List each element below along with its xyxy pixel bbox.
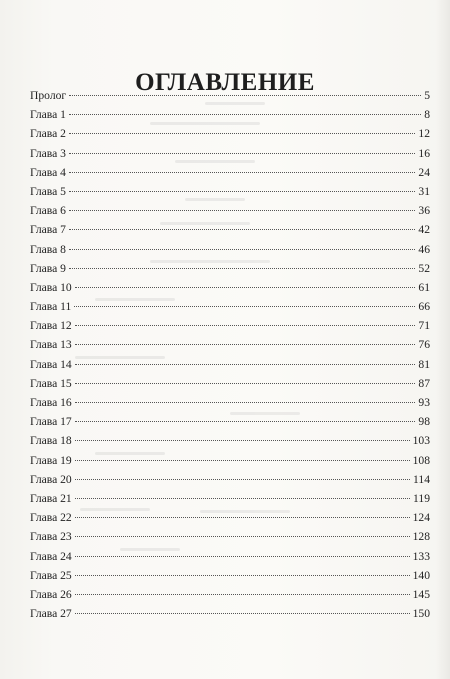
toc-entry (30, 431, 430, 450)
dot-leader (75, 479, 410, 480)
toc-entry (30, 566, 430, 585)
toc-entry-page-number: 36 (418, 204, 430, 218)
toc-entry (30, 240, 430, 259)
toc-entry (30, 527, 430, 546)
toc-entry-label: Пролог (30, 89, 67, 102)
toc-entry (30, 508, 430, 527)
toc-entry (30, 489, 430, 508)
dot-leader (75, 287, 416, 288)
toc-entry (30, 220, 430, 239)
toc-entry (30, 182, 430, 201)
toc-entry-page-number: 16 (418, 146, 430, 160)
toc-entry (30, 201, 430, 220)
toc-entry-label: Глава 8 (30, 242, 66, 256)
toc-entry-label: Глава 20 (30, 472, 72, 486)
toc-entry (30, 335, 430, 354)
dot-leader (69, 133, 415, 134)
dot-leader (75, 575, 410, 576)
toc-entry-label: Глава 4 (30, 165, 66, 179)
toc-entry-page-number: 108 (412, 453, 430, 467)
toc-entry (30, 451, 430, 470)
toc-entry-page-number: 42 (418, 223, 430, 237)
toc-entry-page-number: 98 (418, 415, 430, 429)
toc-entry-page-number: 119 (413, 491, 430, 505)
toc-entry-page-number: 150 (412, 607, 430, 621)
dot-leader (75, 402, 416, 403)
toc-entry-label: Глава 14 (30, 357, 72, 371)
toc-entry-page-number: 46 (418, 242, 430, 256)
dot-leader (75, 383, 416, 384)
dot-leader (75, 517, 410, 518)
toc-entry (30, 393, 430, 412)
toc-entry-label: Глава 11 (30, 300, 72, 314)
toc-entry-label: Глава 2 (30, 127, 66, 141)
page-title: ОГЛАВЛЕНИЕ (135, 68, 315, 96)
page-edge-shadow (436, 0, 450, 679)
toc-entry-label: Глава 3 (30, 146, 66, 160)
toc-entry-label: Глава 19 (30, 453, 72, 467)
toc-entry-page-number: 12 (418, 127, 430, 141)
toc-entry (30, 259, 430, 278)
dot-leader (75, 556, 410, 557)
toc-entry-page-number: 61 (418, 280, 430, 294)
dot-leader (75, 440, 410, 441)
dot-leader (75, 536, 410, 537)
toc-entry-page-number: 71 (418, 319, 430, 333)
toc-entry-label: Глава 7 (30, 223, 66, 237)
toc-entry-page-number: 145 (412, 587, 430, 601)
dot-leader (69, 172, 415, 173)
dot-leader (69, 95, 421, 96)
toc-entry-page-number: 140 (412, 568, 430, 582)
toc-entry-label: Глава 22 (30, 511, 72, 525)
toc-entry-label: Глава 6 (30, 204, 66, 218)
dot-leader (69, 249, 415, 250)
toc-entry-label: Глава 9 (30, 261, 66, 275)
toc-entry-page-number: 87 (418, 376, 430, 390)
dot-leader (69, 229, 415, 230)
table-of-contents (30, 86, 430, 623)
toc-entry-label: Глава 17 (30, 415, 72, 429)
toc-entry-page-number: 128 (412, 530, 430, 544)
toc-entry-label: Глава 25 (30, 568, 72, 582)
dot-leader (69, 114, 421, 115)
toc-entry-page-number: 93 (418, 396, 430, 409)
dot-leader (69, 191, 415, 192)
toc-entry-label: Глава 15 (30, 376, 72, 390)
toc-entry-label: Глава 24 (30, 549, 72, 563)
dot-leader (69, 153, 415, 154)
toc-entry (30, 470, 430, 489)
toc-entry (30, 547, 430, 566)
toc-entry-page-number: 66 (418, 300, 430, 314)
dot-leader (75, 325, 416, 326)
dot-leader (69, 268, 415, 269)
toc-entry-label: Глава 18 (30, 434, 72, 448)
toc-entry (30, 316, 430, 335)
toc-entry-label: Глава 10 (30, 280, 72, 294)
dot-leader (75, 613, 410, 614)
toc-entry-label: Глава 5 (30, 184, 66, 198)
toc-entry-page-number: 24 (418, 165, 430, 179)
toc-entry (30, 374, 430, 393)
toc-entry-label: Глава 12 (30, 319, 72, 333)
dot-leader (69, 210, 415, 211)
toc-entry-label: Глава 13 (30, 338, 72, 352)
toc-entry (30, 278, 430, 297)
toc-entry-page-number: 133 (412, 549, 430, 563)
toc-entry (30, 604, 430, 623)
toc-entry-label: Глава 23 (30, 530, 72, 544)
toc-entry (30, 355, 430, 374)
toc-entry-page-number: 81 (418, 357, 430, 371)
toc-entry-page-number: 5 (424, 89, 430, 102)
toc-entry-label: Глава 1 (30, 108, 66, 122)
toc-entry-label: Глава 21 (30, 491, 72, 505)
toc-entry (30, 124, 430, 143)
toc-entry-page-number: 114 (413, 472, 430, 486)
toc-entry-label: Глава 27 (30, 607, 72, 621)
dot-leader (75, 421, 416, 422)
dot-leader (75, 364, 416, 365)
toc-entry-page-number: 8 (424, 108, 430, 122)
toc-entry (30, 144, 430, 163)
dot-leader (75, 460, 410, 461)
toc-entry (30, 163, 430, 182)
toc-entry (30, 105, 430, 124)
toc-entry (30, 86, 430, 105)
toc-entry-page-number: 103 (412, 434, 430, 448)
dot-leader (75, 594, 410, 595)
toc-entry-page-number: 52 (418, 261, 430, 275)
dot-leader (75, 498, 410, 499)
toc-entry-page-number: 76 (418, 338, 430, 352)
toc-entry-page-number: 124 (412, 511, 430, 525)
toc-entry-label: Глава 16 (30, 396, 72, 409)
dot-leader (75, 344, 416, 345)
toc-entry-page-number: 31 (418, 184, 430, 198)
toc-entry (30, 297, 430, 316)
toc-entry (30, 585, 430, 604)
toc-entry-label: Глава 26 (30, 587, 72, 601)
dot-leader (74, 306, 415, 307)
toc-entry (30, 412, 430, 431)
